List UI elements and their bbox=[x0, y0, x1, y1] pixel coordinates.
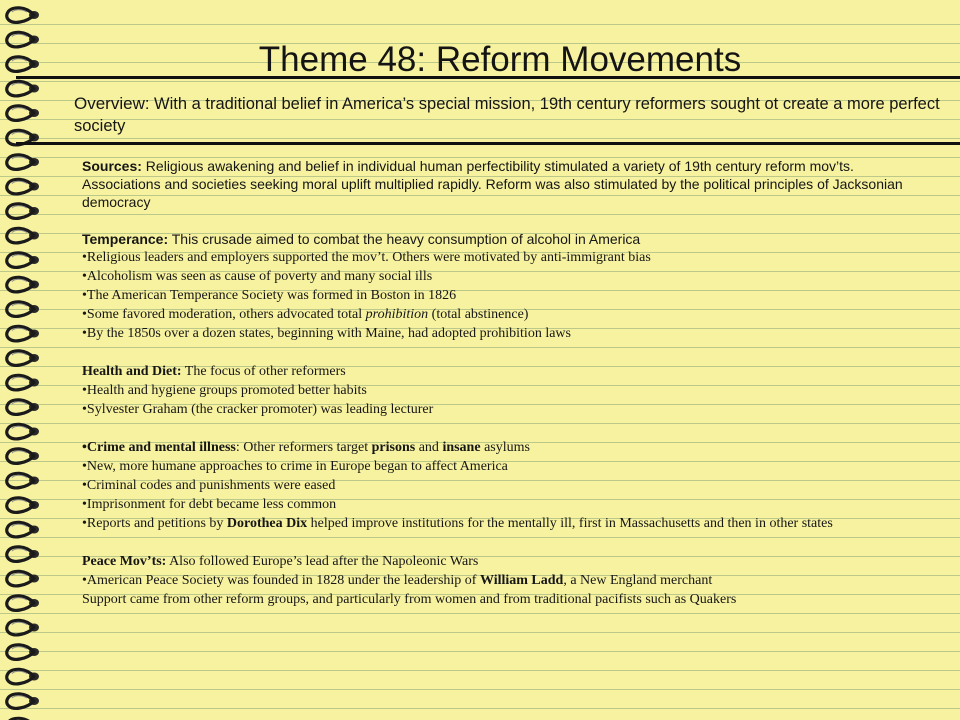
spiral-coil-icon bbox=[7, 375, 39, 390]
sources-text: Religious awakening and belief in individual human perfectibility stimulated a variety of 19th century reform mov’ts. Associations and societies seeking moral uplift multiplied rapidly. Reform was also stimulated by the political principles of Jacksonian democracy bbox=[82, 158, 903, 210]
spiral-coil-icon bbox=[7, 694, 39, 709]
spiral-binding bbox=[0, 0, 52, 720]
spiral-coil-icon bbox=[7, 179, 39, 194]
overview-text: : With a traditional belief in America’s special mission, 19th century reformers sought ot create a more perfect society bbox=[74, 95, 940, 135]
spiral-coil-icon bbox=[7, 253, 39, 268]
list-item bbox=[82, 514, 930, 533]
spiral-coil-icon bbox=[7, 155, 39, 170]
support-line: Support came from other reform groups, and particularly from women and from traditional pacifists such as Quakers bbox=[82, 592, 737, 607]
spiral-coil-icon bbox=[7, 228, 39, 243]
temperance-text: This crusade aimed to combat the heavy consumption of alcohol in America bbox=[168, 231, 641, 247]
spiral-coil-icon bbox=[7, 106, 39, 121]
spiral-coil-icon bbox=[7, 57, 39, 72]
spiral-coil-icon bbox=[7, 81, 39, 96]
insane-term: insane bbox=[442, 440, 481, 455]
spiral-coil-icon bbox=[7, 204, 39, 219]
william-ladd-name: William Ladd bbox=[479, 573, 564, 588]
crime-text: and bbox=[415, 440, 443, 455]
spiral-coil-icon bbox=[7, 400, 39, 415]
list-item: •Criminal codes and punishments were eased bbox=[82, 478, 336, 493]
list-item-text: , a New England merchant bbox=[563, 573, 713, 588]
overview-divider bbox=[16, 142, 960, 145]
spiral-coil-icon bbox=[7, 277, 39, 292]
list-item bbox=[82, 571, 930, 590]
list-item: •Health and hygiene groups promoted better habits bbox=[82, 383, 367, 398]
list-item-text: •Reports and petitions by bbox=[82, 516, 227, 531]
health-heading bbox=[82, 362, 930, 381]
peace-text: Also followed Europe’s lead after the Napoleonic Wars bbox=[166, 554, 479, 569]
spiral-coil-icon bbox=[7, 547, 39, 562]
list-item: •The American Temperance Society was formed in Boston in 1826 bbox=[82, 288, 457, 303]
sources-label: Sources: bbox=[82, 158, 142, 174]
list-item: •New, more humane approaches to crime in Europe began to affect America bbox=[82, 459, 508, 474]
overview-paragraph bbox=[74, 93, 950, 137]
list-item: •By the 1850s over a dozen states, beginning with Maine, had adopted prohibition laws bbox=[82, 326, 571, 341]
peace-label: Peace Mov’ts: bbox=[82, 554, 167, 569]
spiral-coil-icon bbox=[7, 326, 39, 341]
spiral-coil-icon bbox=[7, 522, 39, 537]
list-item-text: •American Peace Society was founded in 1828 under the leadership of bbox=[82, 573, 480, 588]
spiral-coil-icon bbox=[7, 449, 39, 464]
overview-label: Overview bbox=[74, 94, 145, 113]
spiral-coil-icon bbox=[7, 498, 39, 513]
spiral-coil-icon bbox=[7, 351, 39, 366]
page-title: Theme 48: Reform Movements bbox=[258, 40, 742, 79]
spiral-coil-icon bbox=[7, 8, 39, 23]
crime-text: : Other reformers target bbox=[235, 440, 372, 455]
crime-heading bbox=[82, 438, 930, 457]
notes-body bbox=[82, 157, 930, 609]
list-item: •Imprisonment for debt became less common bbox=[82, 497, 337, 512]
dorothea-dix-name: Dorothea Dix bbox=[226, 516, 308, 531]
list-item: •Alcoholism was seen as cause of poverty and many social ills bbox=[82, 269, 433, 284]
spiral-coil-icon bbox=[7, 645, 39, 660]
spiral-coil-icon bbox=[7, 669, 39, 684]
spiral-coil-icon bbox=[7, 32, 39, 47]
health-label: Health and Diet: bbox=[82, 364, 182, 379]
crime-label: •Crime and mental illness bbox=[82, 440, 236, 455]
spiral-coil-icon bbox=[7, 620, 39, 635]
temperance-heading bbox=[82, 230, 930, 248]
spiral-coil-icon bbox=[7, 473, 39, 488]
spiral-coil-icon bbox=[7, 302, 39, 317]
temperance-label: Temperance: bbox=[82, 231, 169, 247]
spiral-coil-icon bbox=[7, 571, 39, 586]
list-item-text: helped improve institutions for the mentally ill, first in Massachusetts and then in other states bbox=[307, 516, 833, 531]
list-item bbox=[82, 305, 930, 324]
peace-heading bbox=[82, 552, 930, 571]
sources-paragraph bbox=[82, 157, 930, 211]
list-item-text: •Some favored moderation, others advocated total bbox=[82, 307, 366, 322]
prisons-term: prisons bbox=[371, 440, 416, 455]
spiral-coil-icon bbox=[7, 424, 39, 439]
spiral-coil-icon bbox=[7, 596, 39, 611]
list-item: •Sylvester Graham (the cracker promoter) was leading lecturer bbox=[82, 402, 434, 417]
crime-text: asylums bbox=[480, 440, 530, 455]
health-text: The focus of other reformers bbox=[181, 364, 346, 379]
list-item: •Religious leaders and employers supported the mov’t. Others were motivated by anti-immigrant bias bbox=[82, 250, 651, 265]
list-item-text: (total abstinence) bbox=[428, 307, 529, 322]
prohibition-term: prohibition bbox=[365, 307, 429, 322]
